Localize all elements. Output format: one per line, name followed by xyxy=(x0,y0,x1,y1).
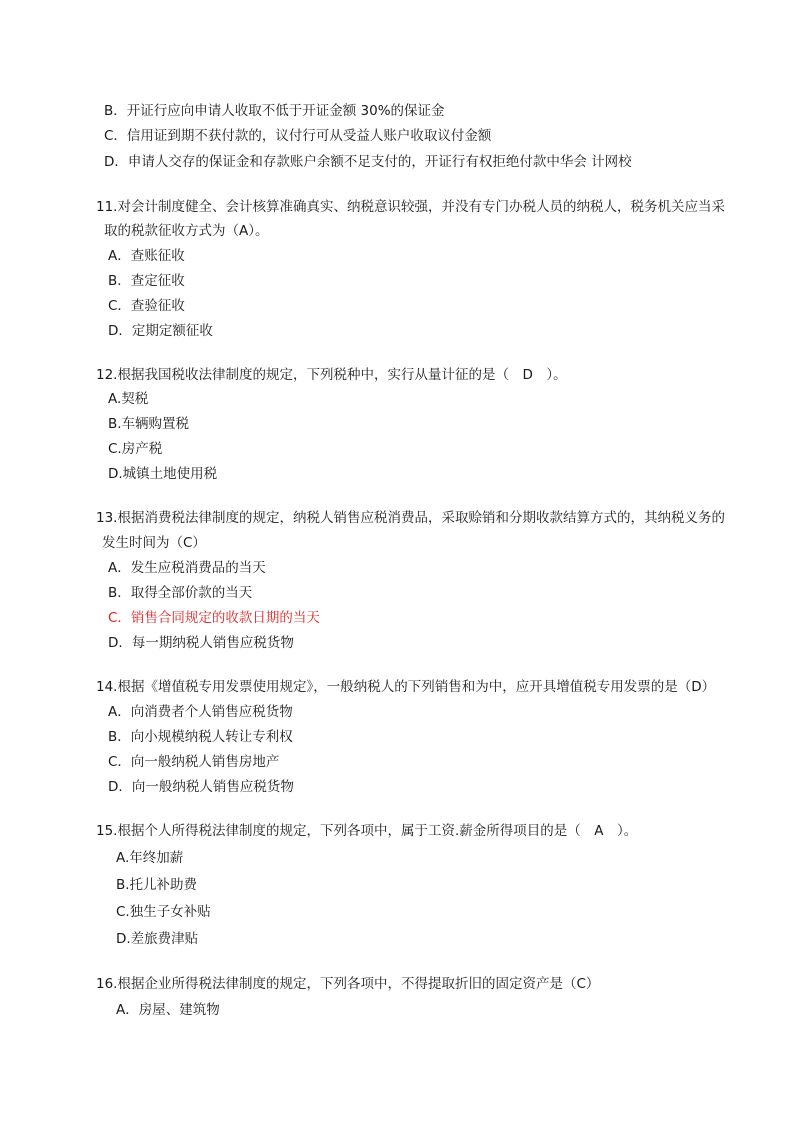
q10-option-d: D．申请人交存的保证金和存款账户余额不足支付的，开证行有权拒绝付款中华会 计网校 xyxy=(104,154,632,170)
q12-option-a: A.契税 xyxy=(108,391,149,407)
q12-option-b: B.车辆购置税 xyxy=(108,416,190,432)
q11-option-c: C．查验征收 xyxy=(108,298,185,314)
q15-option-b: B.托儿补助费 xyxy=(116,877,198,893)
q13-stem-line2: 发生时间为（C） xyxy=(102,535,206,551)
q16-stem: 16.根据企业所得税法律制度的规定，下列各项中，不得提取折旧的固定资产是（C） xyxy=(96,976,600,992)
q16-option-a: A．房屋、建筑物 xyxy=(116,1002,220,1018)
q11-option-d: D．定期定额征收 xyxy=(108,323,213,339)
q10-option-c: C．信用证到期不获付款的，议付行可从受益人账户收取议付金额 xyxy=(104,128,492,144)
q13-option-c-highlighted: C．销售合同规定的收款日期的当天 xyxy=(108,610,320,626)
q14-stem: 14.根据《增值税专用发票使用规定》，一般纳税人的下列销售和为中，应开具增值税专用发票的是（D） xyxy=(96,679,716,695)
q13-stem-line1: 13.根据消费税法律制度的规定，纳税人销售应税消费品，采取赊销和分期收款结算方式的，其纳税义务的 xyxy=(96,510,725,526)
q14-option-d: D．向一般纳税人销售应税货物 xyxy=(108,779,294,795)
q15-option-d: D.差旅费津贴 xyxy=(116,931,199,947)
q13-option-d: D．每一期纳税人销售应税货物 xyxy=(108,635,294,651)
q11-option-a: A．查账征收 xyxy=(108,248,185,264)
q11-option-b: B．查定征收 xyxy=(108,273,185,289)
q12-option-c: C.房产税 xyxy=(108,441,163,457)
q14-option-a: A．向消费者个人销售应税货物 xyxy=(108,704,293,720)
q11-stem-line1: 11.对会计制度健全、会计核算准确真实、纳税意识较强，并没有专门办税人员的纳税人，税务机关应当采 xyxy=(96,199,725,215)
q15-option-c: C.独生子女补贴 xyxy=(116,904,211,920)
q12-option-d: D.城镇土地使用税 xyxy=(108,466,218,482)
q14-option-c: C．向一般纳税人销售房地产 xyxy=(108,754,280,770)
q14-option-b: B．向小规模纳税人转让专利权 xyxy=(108,729,293,745)
q13-option-a: A．发生应税消费品的当天 xyxy=(108,560,266,576)
q11-stem-line2: 取的税款征收方式为（A）。 xyxy=(104,223,269,239)
q12-stem: 12.根据我国税收法律制度的规定，下列税种中，实行从量计征的是（ D ）。 xyxy=(96,367,567,383)
q15-option-a: A.年终加薪 xyxy=(116,850,184,866)
q13-option-b: B．取得全部价款的当天 xyxy=(108,585,253,601)
q15-stem: 15.根据个人所得税法律制度的规定，下列各项中，属于工资.薪金所得项目的是（ A ）。 xyxy=(96,823,638,839)
q10-option-b: B．开证行应向申请人收取不低于开证金额 30%的保证金 xyxy=(104,103,445,119)
